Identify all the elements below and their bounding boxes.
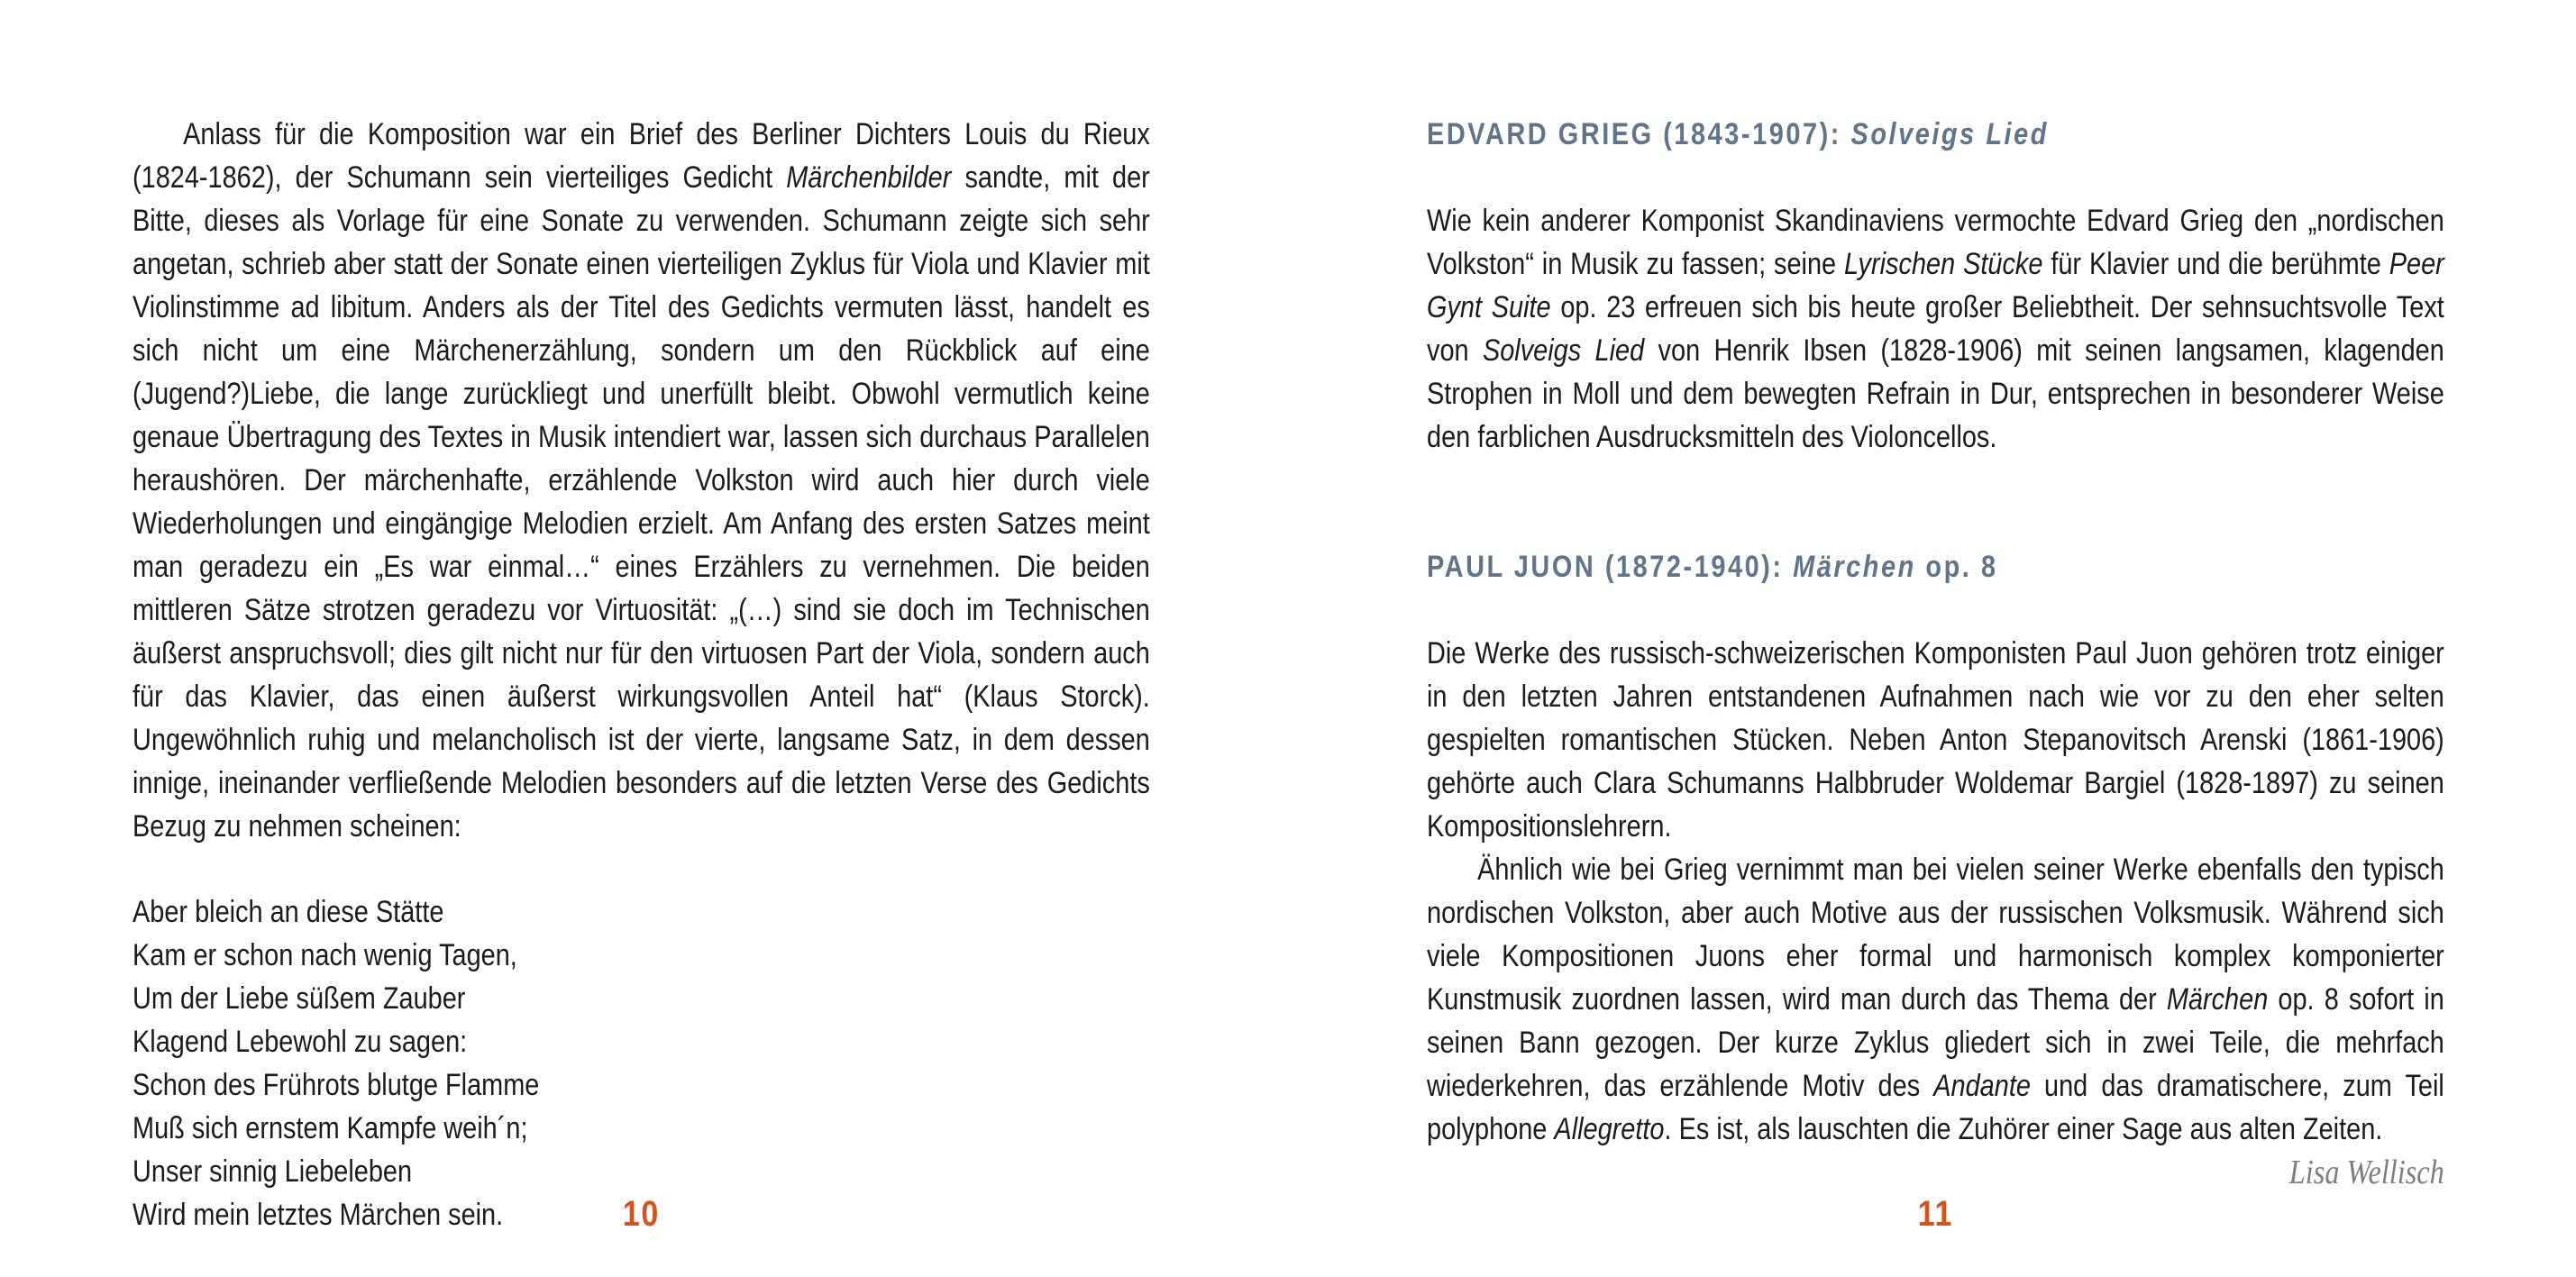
poem-line: Wird mein letztes Märchen sein. [132, 1198, 504, 1232]
heading-grieg: EDVARD GRIEG (1843-1907): Solveigs Lied [1427, 117, 2049, 151]
poem-line: Unser sinnig Liebeleben [132, 1154, 413, 1189]
heading-juon: PAUL JUON (1872-1940): Märchen op. 8 [1427, 550, 1998, 584]
poem-line: Muß sich ernstem Kampfe weih´n; [132, 1111, 528, 1145]
page-number-left: 10 [622, 1194, 661, 1234]
schumann-paragraph: Anlass für die Komposition war ein Brief des Berliner Dichters Louis du Rieux (1824-1862), der Schumann sein vierteiliges Gedicht Märchenbilder sandte, mit der Bitte, dieses als Vorlage für eine Sonate zu verwenden. Schumann zeigte sich sehr angetan, schrieb aber statt der Sonate einen vierteiligen Zyklus für Viola und Klavier mit Violinstimme ad libitum. Anders als der Titel des Gedichts vermuten lässt, handelt es sich nicht um eine Märchenerzählung, sondern um den Rückblick auf eine (Jugend?)Liebe, die lange zurückliegt und unerfüllt bleibt. Obwohl vermutlich keine genaue Übertragung des Textes in Musik intendiert war, lassen sich durchaus Parallelen heraushören. Der märchenhafte, erzählende Volkston wird auch hier durch viele Wiederholungen und eingängige Melodien erzielt. Am Anfang des ersten Satzes meint man geradezu ein „Es war einmal…“ eines Erzählers zu vernehmen. Die beiden mittleren Sätze strotzen geradezu vor Virtuosität: „(…) sind sie doch im Technischen äußerst anspruchsvoll; dies gilt nicht nur für den virtuosen Part der Viola, sondern auch für das Klavier, das einen äußerst wirkungsvollen Anteil hat“ (Klaus Storck). Ungewöhnlich ruhig und melancholisch ist der vierte, langsame Satz, in dem dessen innige, ineinander verfließende Melodien besonders auf die letzten Verse des Gedichts Bezug zu nehmen scheinen: [132, 117, 1150, 844]
page-left-column [132, 0, 1150, 1277]
page-right-column [1427, 0, 2444, 1277]
juon-paragraph-1: Die Werke des russisch-schweizerischen Komponisten Paul Juon gehören trotz einiger in den letzten Jahren entstandenen Aufnahmen nach wie vor zu den eher selten gespielten romantischen Stücken. Neben Anton Stepanovitsch Arenski (1861-1906) gehörte auch Clara Schumanns Halbbruder Woldemar Bargiel (1828-1897) zu seinen Kompositionslehrern. [1427, 636, 2444, 844]
poem-line: Aber bleich an diese Stätte [132, 895, 444, 929]
poem-line: Um der Liebe süßem Zauber [132, 981, 466, 1016]
grieg-paragraph: Wie kein anderer Komponist Skandinaviens vermochte Edvard Grieg den „nordischen Volkston“ in Musik zu fassen; seine Lyrischen Stücke für Klavier und die berühmte Peer Gynt Suite op. 23 erfreuen sich bis heute großer Beliebtheit. Der sehnsuchtsvolle Text von Solveigs Lied von Henrik Ibsen (1828-1906) mit seinen langsamen, klagenden Strophen in Moll und dem bewegten Refrain in Dur, entsprechen in besonderer Weise den farblichen Ausdrucksmitteln des Violoncellos. [1427, 204, 2444, 454]
page-number-right: 11 [1917, 1194, 1954, 1234]
author-signature: Lisa Wellisch [2288, 1154, 2444, 1191]
poem-line: Schon des Frührots blutge Flamme [132, 1068, 540, 1102]
page-right [1288, 0, 2576, 1277]
poem-maerchenbilder [132, 890, 1150, 1236]
juon-paragraph-2: Ähnlich wie bei Grieg vernimmt man bei vielen seiner Werke ebenfalls den typisch nordischen Volkston, aber auch Motive aus der russischen Volksmusik. Während sich viele Kompositionen Juons eher formal und harmonisch komplex komponierter Kunstmusik zuordnen lassen, wird man durch das Thema der Märchen op. 8 sofort in seinen Bann gezogen. Der kurze Zyklus gliedert sich in zwei Teile, die mehrfach wiederkehren, das erzählende Motiv des Andante und das dramatischere, zum Teil polyphone Allegretto. Es ist, als lauschten die Zuhörer einer Sage aus alten Zeiten. [1427, 853, 2444, 1146]
poem-line: Kam er schon nach wenig Tagen, [132, 938, 517, 972]
poem-line: Klagend Lebewohl zu sagen: [132, 1025, 468, 1059]
